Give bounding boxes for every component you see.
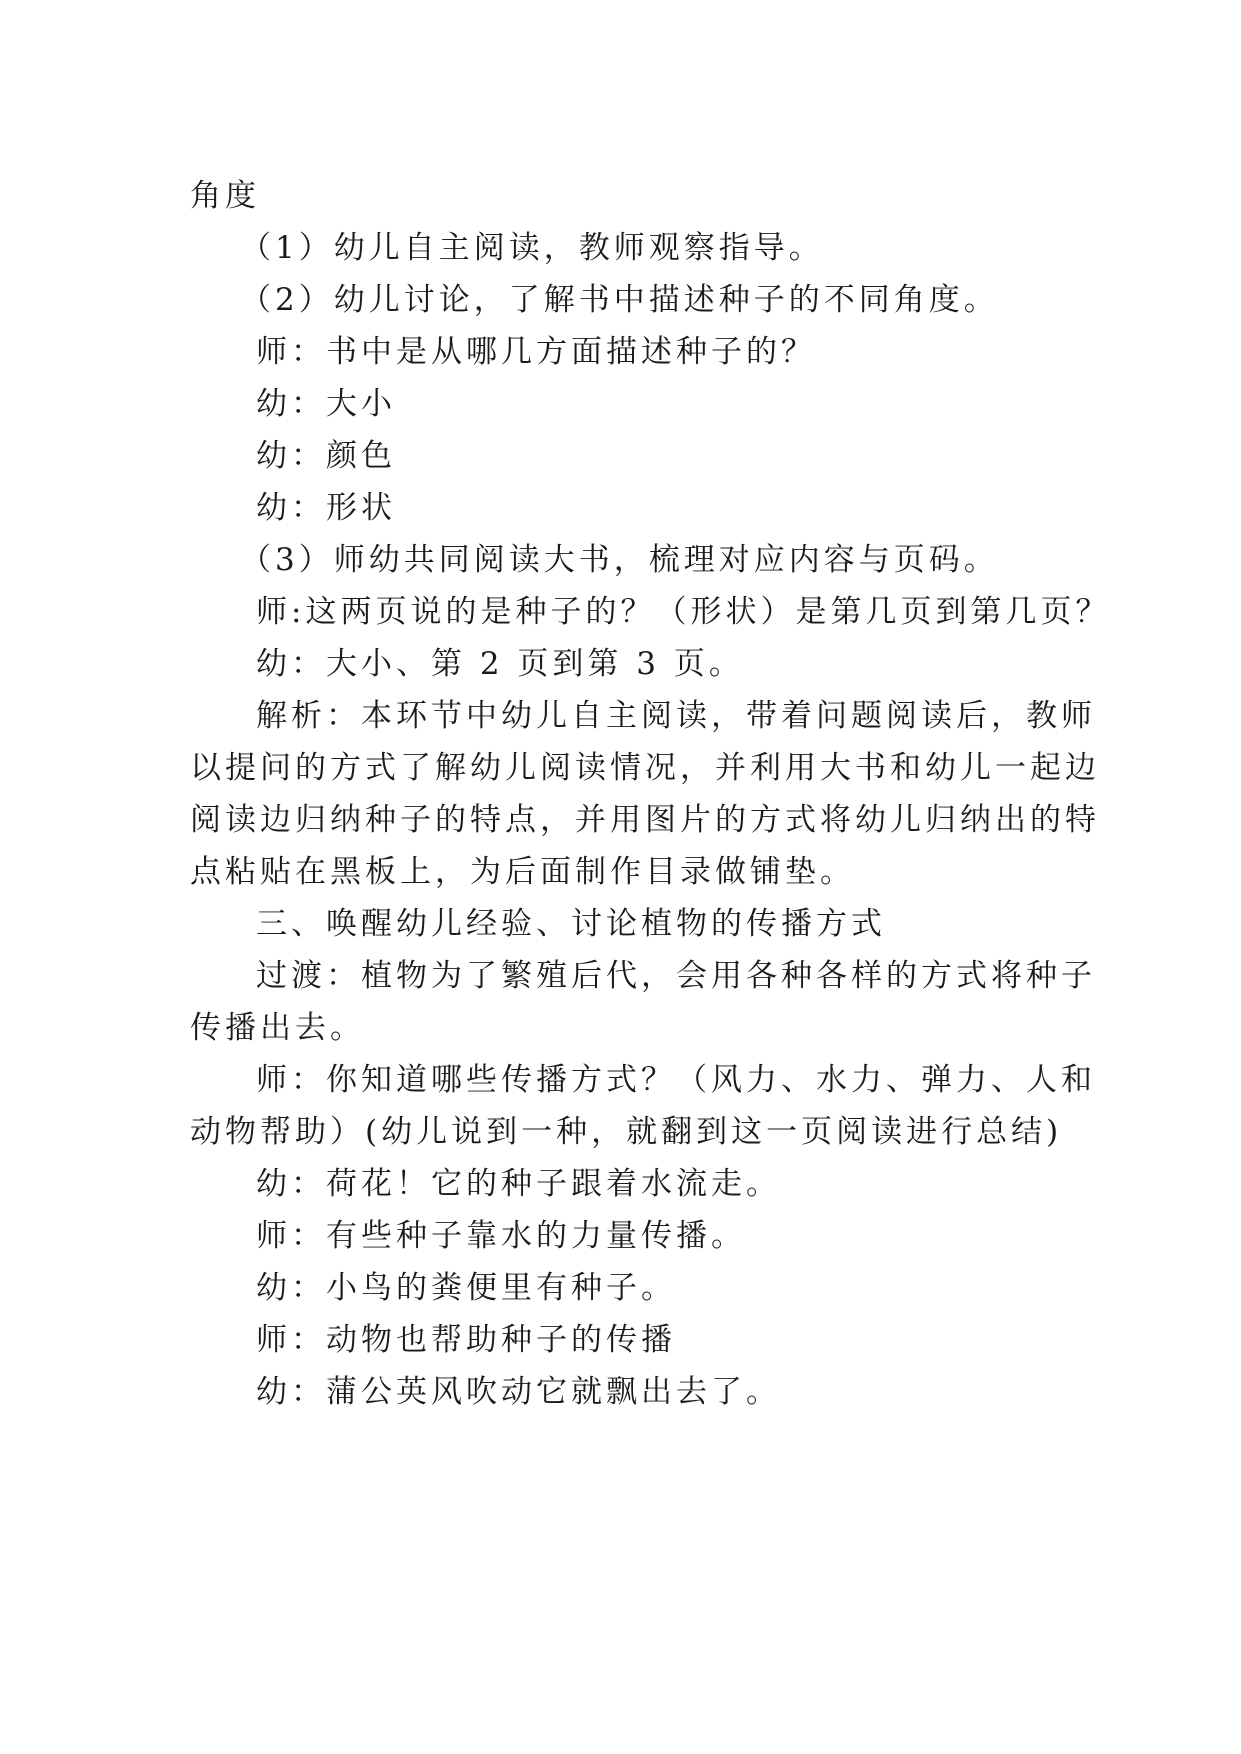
text-line: 幼：形状 [256,490,396,526]
text-line: 幼：蒲公英风吹动它就飘出去了。 [256,1374,781,1410]
text-line: 师：你知道哪些传播方式？（风力、水力、弹力、人和 [256,1062,1096,1098]
text-line: 角度 [190,178,260,214]
text-line: 幼：大小 [256,386,396,422]
text-line: 师：动物也帮助种子的传播 [256,1322,676,1358]
text-line: 幼：荷花！它的种子跟着水流走。 [256,1166,781,1202]
text-line: （1）幼儿自主阅读，教师观察指导。 [240,230,824,266]
text-line: 幼：小鸟的粪便里有种子。 [256,1270,676,1306]
text-line: 动物帮助）(幼儿说到一种，就翻到这一页阅读进行总结) [190,1114,1063,1150]
text-line: 解析：本环节中幼儿自主阅读，带着问题阅读后，教师 [256,698,1096,734]
text-line: 师:这两页说的是种子的？（形状）是第几页到第几页？ [256,594,1111,630]
text-line: （2）幼儿讨论，了解书中描述种子的不同角度。 [240,282,999,318]
section-heading: 三、唤醒幼儿经验、讨论植物的传播方式 [256,906,886,942]
text-line: 师：书中是从哪几方面描述种子的？ [256,334,816,370]
text-line: 师：有些种子靠水的力量传播。 [256,1218,746,1254]
text-line: 传播出去。 [190,1010,365,1046]
text-line: 以提问的方式了解幼儿阅读情况，并利用大书和幼儿一起边 [190,750,1100,786]
text-line: 点粘贴在黑板上，为后面制作目录做铺垫。 [190,854,855,890]
text-line: （3）师幼共同阅读大书，梳理对应内容与页码。 [240,542,999,578]
text-line: 过渡：植物为了繁殖后代，会用各种各样的方式将种子 [256,958,1096,994]
text-line: 幼：颜色 [256,438,396,474]
text-line: 幼：大小、第 2 页到第 3 页。 [256,646,744,682]
text-line: 阅读边归纳种子的特点，并用图片的方式将幼儿归纳出的特 [190,802,1100,838]
